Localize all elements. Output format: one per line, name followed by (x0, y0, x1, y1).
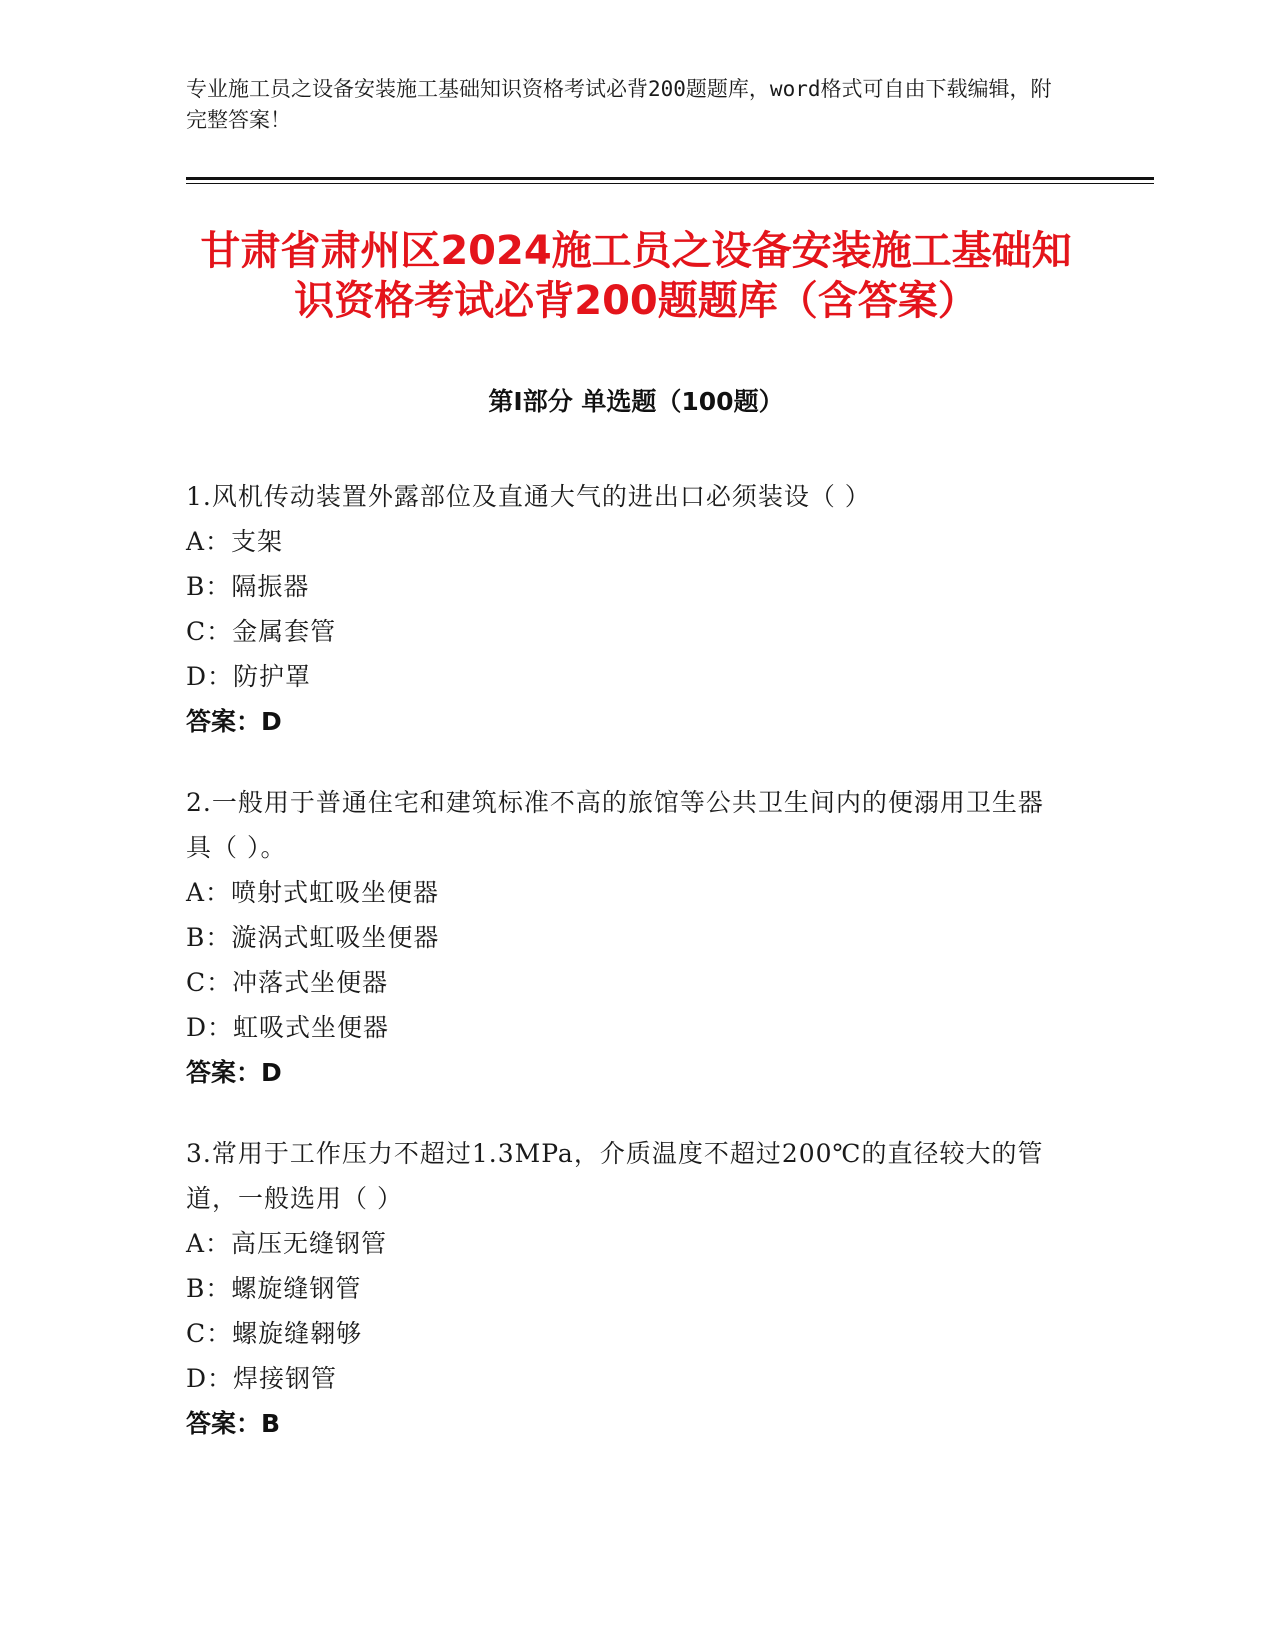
question-list (186, 474, 1066, 1482)
option-c: C：螺旋缝翱够 (186, 1319, 363, 1348)
option-b: B：隔振器 (186, 572, 310, 601)
option-c: C：金属套管 (186, 617, 337, 646)
section-heading: 第Ⅰ部分 单选题（100题） (488, 387, 784, 416)
question-1 (186, 474, 1066, 744)
question-stem: 3.常用于工作压力不超过1.3MPa，介质温度不超过200℃的直径较大的管道，一般选用（ ） (186, 1139, 1044, 1213)
question-stem: 1.风机传动装置外露部位及直通大气的进出口必须装设（ ） (186, 482, 871, 511)
option-d: D：焊接钢管 (186, 1364, 338, 1393)
question-stem: 2.一般用于普通住宅和建筑标准不高的旅馆等公共卫生间内的便溺用卫生器具（ ）。 (186, 788, 1044, 862)
header-rule-thick (186, 177, 1154, 180)
option-a: A：支架 (186, 527, 284, 556)
option-d: D：虹吸式坐便器 (186, 1013, 390, 1042)
option-c: C：冲落式坐便器 (186, 968, 389, 997)
document-title: 甘肃省肃州区2024施工员之设备安装施工基础知识资格考试必背200题题库（含答案） (200, 228, 1072, 324)
header-note: 专业施工员之设备安装施工基础知识资格考试必背200题题库，word格式可自由下载编辑，附完整答案！ (186, 77, 1052, 132)
answer: 答案：D (186, 707, 282, 736)
answer: 答案：D (186, 1058, 282, 1087)
option-d: D：防护罩 (186, 662, 312, 691)
option-a: A：高压无缝钢管 (186, 1229, 388, 1258)
header-rule-thin (186, 183, 1154, 184)
question-3 (186, 1131, 1066, 1446)
option-a: A：喷射式虹吸坐便器 (186, 878, 440, 907)
option-b: B：螺旋缝钢管 (186, 1274, 362, 1303)
question-2 (186, 780, 1066, 1095)
answer: 答案：B (186, 1409, 281, 1438)
option-b: B：漩涡式虹吸坐便器 (186, 923, 440, 952)
